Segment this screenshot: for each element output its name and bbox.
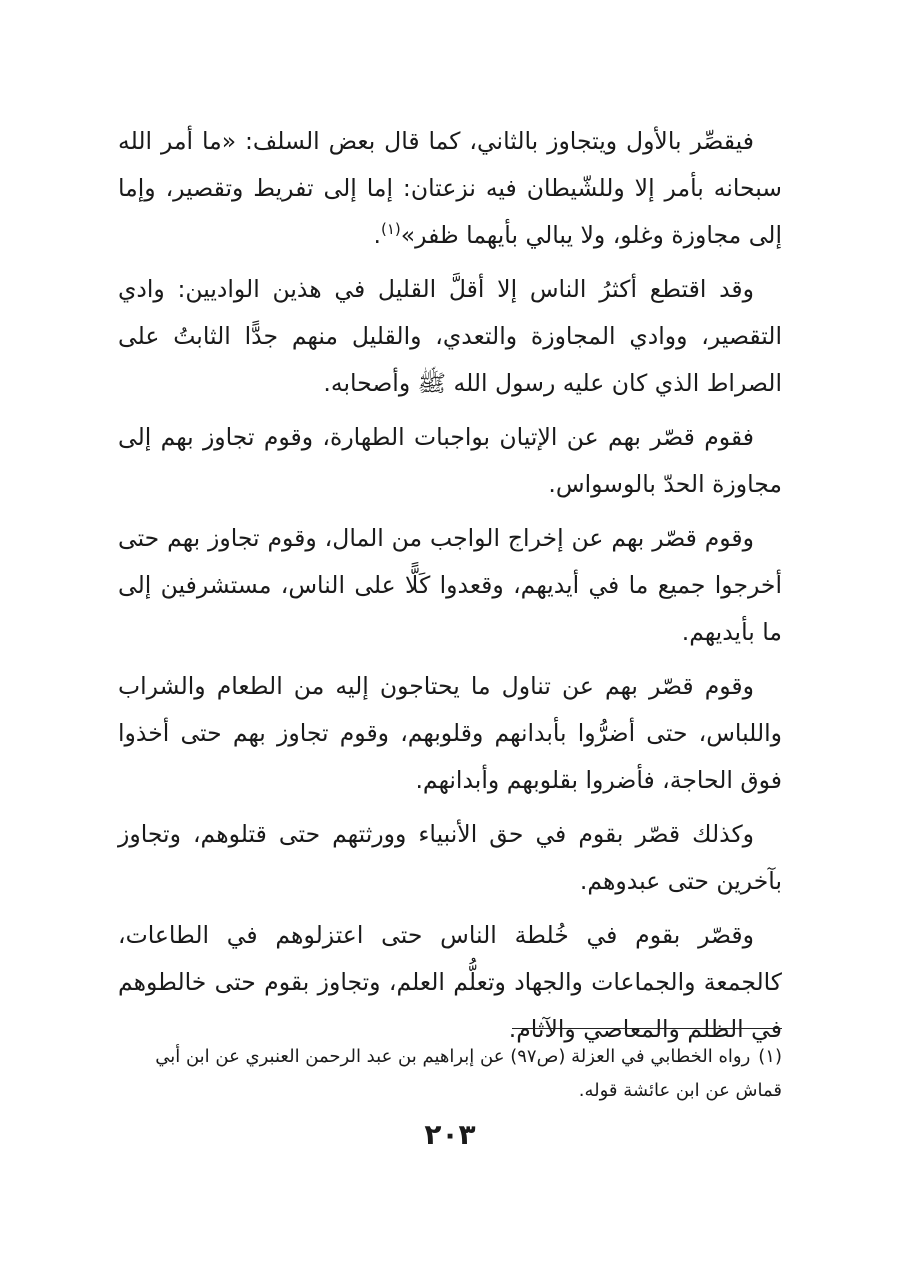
paragraph-4: وقوم قصّر بهم عن إخراج الواجب من المال، وقوم تجاوز بهم حتى أخرجوا جميع ما في أيديهم، وقعدوا كَلًّا على الناس، مستشرفين إلى ما بأيديهم. — [118, 524, 782, 646]
main-text — [118, 118, 782, 1060]
paragraph-2: وقد اقتطع أكثرُ الناس إلا أقلَّ القليل في هذين الواديين: وادي التقصير، ووادي المجاوزة والتعدي، والقليل منهم جدًّا الثابتُ على الصراط الذي كان عليه رسول الله ﷺ وأصحابه. — [118, 275, 782, 397]
footnote-reference: (١) — [381, 220, 401, 239]
paragraph-1-end: . — [373, 221, 381, 249]
paragraph-3: فقوم قصّر بهم عن الإتيان بواجبات الطهارة، وقوم تجاوز بهم إلى مجاوزة الحدّ بالوسواس. — [118, 423, 782, 498]
footnote-text: رواه الخطابي في العزلة (ص٩٧) عن إبراهيم بن عبد الرحمن العنبري عن ابن أبي قماش عن ابن عائشة قوله. — [155, 1046, 782, 1101]
paragraph-1-text: فيقصِّر بالأول ويتجاوز بالثاني، كما قال بعض السلف: «ما أمر الله سبحانه بأمر إلا وللشّيطان فيه نزعتان: إما إلى تفريط وتقصير، وإما إلى مجاوزة وغلو، ولا يبالي بأيهما ظفر» — [118, 127, 782, 249]
paragraph-7: وقصّر بقوم في خُلطة الناس حتى اعتزلوهم في الطاعات، كالجمعة والجماعات والجهاد وتعلُّم العلم، وتجاوز بقوم حتى خالطوهم في الظلم والمعاصي والآثام. — [118, 921, 782, 1043]
footnote — [118, 1040, 782, 1108]
footnote-separator — [512, 1028, 782, 1029]
paragraph-1 — [118, 118, 782, 259]
page-number: ٢٠٣ — [424, 1118, 476, 1151]
paragraph-6: وكذلك قصّر بقوم في حق الأنبياء وورثتهم حتى قتلوهم، وتجاوز بآخرين حتى عبدوهم. — [118, 820, 782, 895]
footnote-marker: (١) — [758, 1046, 782, 1067]
paragraph-5: وقوم قصّر بهم عن تناول ما يحتاجون إليه من الطعام والشراب واللباس، حتى أضرُّوا بأبدانهم وقلوبهم، وقوم تجاوز بهم حتى أخذوا فوق الحاجة، فأضروا بقلوبهم وأبدانهم. — [118, 672, 782, 794]
